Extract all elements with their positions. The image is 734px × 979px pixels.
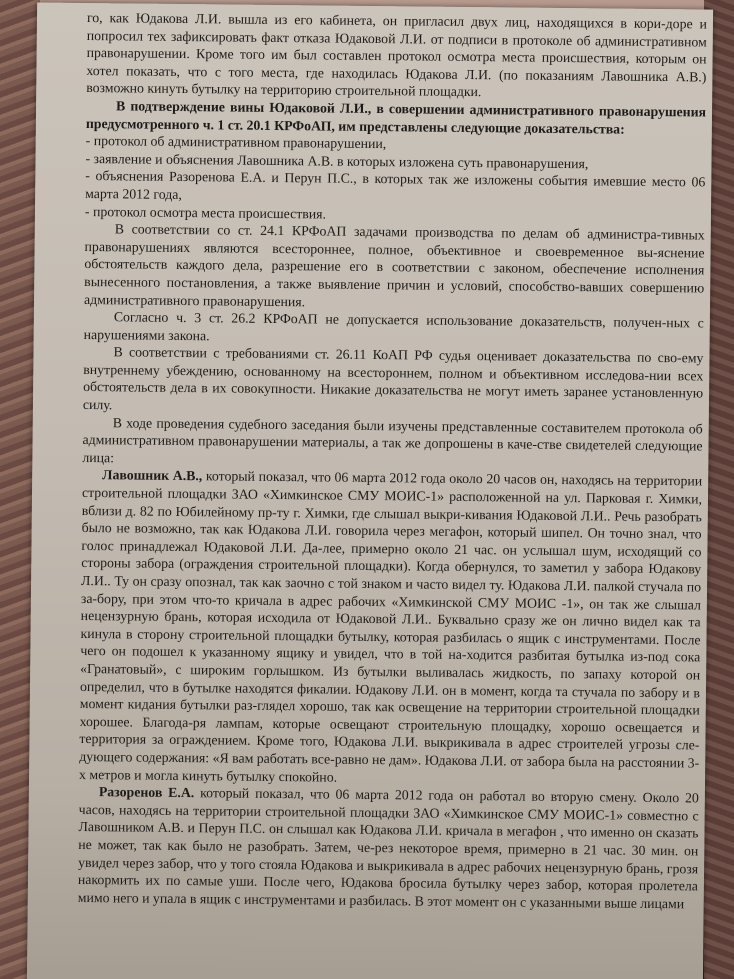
witness-name: Лавошник А.В., <box>102 467 203 484</box>
paragraph-hearing: В ходе проведения судебного заседания были изучены представленные составителем протокола об административном правонарушении материалы, а так же допрошены в каче-стве свидетелей следующие лица: <box>82 414 703 466</box>
paragraph-article-24-1: В соответствии со ст. 24.1 КРФоАП задачами производства по делам об администра-тивных правонарушениях являются всестороннее, полное, объективное и своевременное вы-яснение обстоятельств каждого дела, разрешение его в соответствии с законом, обеспечение исполнения вынесенного постановления, а также выявление причин и условий, способство-вавших совершению административного правонарушения. <box>83 221 705 309</box>
evidence-item: - протокол осмотра места происшествия. <box>84 203 327 222</box>
paragraph-witness-razorenov <box>78 783 699 913</box>
paragraph-protocol: го, как Юдакова Л.И. вышла из его кабинета, он пригласил двух лиц, находящихся в кори-доре и попросил тех зафиксировать факт отказа Юдаковой Л.И. от подписи в протоколе об административном правонарушении. Кроме того им был составлен протокол осмотра места происшествия, которым он хотел показать, что с того места, где находилась Юдакова Л.И. (по показаниям Лавошника А.В.) возможно кинуть бутылку на территорию строительной площадки. <box>86 10 708 100</box>
evidence-item: - протокол об административном правонарушении, <box>85 133 387 152</box>
paragraph-article-26-2: Согласно ч. 3 ст. 26.2 КРФоАП не допускается использование доказательств, получен-ных с нарушениями закона. <box>83 309 704 343</box>
document-page <box>27 2 713 979</box>
witness-testimony: который показал, что 06 марта 2012 года около 20 часов он, находясь на территории строительной площадки ЗАО «Химкинское СМУ МОИС-1» расположенной на ул. Парковая г. Химки, вблизи д. 82 по Юбилейному пр-ту г. Химки, где слышал выкри-кивания Юдаковой Л.И.. Речь разобрать было не возможно, так как Юдакова Л.И. говорила через мегафон, который шипел. Он точно знал, что голос принадлежал Юдаковой Л.И. Да-лее, примерно около 21 час. он услышал шум, исходящий со стороны забора (ограждения строительной площадки). Когда обернулся, то заметил у забора Юдакову Л.И.. Ту он сразу опознал, так как заочно с той знаком и часто видел ту. Юдакова Л.И. палкой стучала по за-бору, при этом что-то кричала в адрес рабочих «Химкинской СМУ МОИС -1», он так же слышал нецензурную брань, которая исходила от Юдаковой Л.И.. Буквально сразу же он лично видел как та кинула в сторону строительной площадки бутылку, которая разбилась о ящик с инструментами. После чего он подошел к указанному ящику и увидел, что в той на-ходится разбитая бутылка из-под сока «Гранатовый», с широким горлышком. Из бутылки выливалась жидкость, по запаху которой он определил, что в бутылке находятся фикалии. Юдакову Л.И. он в момент, когда та стучала по забору и в момент кидания бутылки раз-глядел хорошо, так как освещение на территории строительной площадки хорошее. Благода-ря лампам, которые освещают строительную площадку, хорошо освещается и территория за ограждением. Кроме того, Юдакова Л.И. выкрикивала в адрес строителей угрозы сле-дующего содержания: «Я вам работать все-равно не дам». Юдакова Л.И. от забора была на расстоянии 3-х метров и могла кинуть бутылку спокойно. <box>78 468 703 785</box>
evidence-item: - заявление и объяснения Лавошника А.В. в которых изложена суть правонарушения, <box>85 150 589 172</box>
document-body <box>78 9 707 913</box>
paragraph-witness-lavoshnik <box>79 466 702 789</box>
evidence-item: - объяснения Разоренова Е.А. и Перун П.С., в которых так же изложены события имевшие место 06 марта 2012 года, <box>85 168 706 202</box>
witness-testimony: который показал, что 06 марта 2012 года он работал во вторую смену. Около 20 часов, находясь на территории строительной площадки ЗАО «Химкинское СМУ МОИС-1» совместно с Лавошником А.В. и Перун П.С. он слышал как Юдакова Л.И. кричала в мегафон , что именно он сказать не может, так как было не разобрать. Затем, че-рез некоторое время, примерно в 21 час. 30 мин. он увидел через забор, что у того стояла Юдакова и выкрикивала в адрес рабочих нецензурную брань, грозя накормить их по самые уши. После чего, Юдакова бросила бутылку через забор, которая пролетела мимо него и упала в ящик с инструментами и разбилась. В этот момент он с указанными выше лицами <box>77 785 699 911</box>
paragraph-evidence-heading: В подтверждение вины Юдаковой Л.И., в совершении административного правонарушения предусмотренного ч. 1 ст. 20.1 КРФоАП, им представлены следующие доказательства: <box>85 98 707 137</box>
witness-name: Разоренов Е.А. <box>98 784 195 801</box>
paragraph-article-26-11: В соответствии с требованиями ст. 26.11 КоАП РФ судья оценивает доказательства по сво-ему внутреннему убеждению, основанному на всестороннем, полном и объективном исследова-нии всех обстоятельств дела в их совокупности. Никакие доказательства не могут иметь заранее установленную силу. <box>82 344 704 413</box>
